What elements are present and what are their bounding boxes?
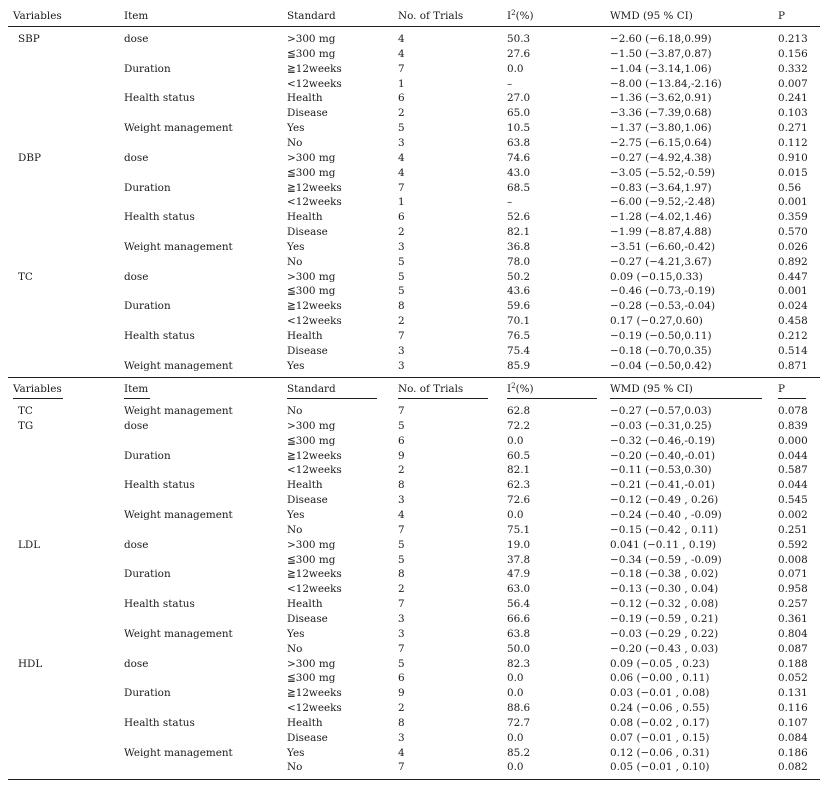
cell-i2: 10.5	[507, 122, 531, 135]
cell-p: 0.871	[778, 359, 808, 372]
header-p: P	[778, 10, 785, 22]
cell-i2: 82.1	[507, 226, 531, 238]
cell-item: Weight management	[124, 627, 233, 640]
cell-trials: 4	[398, 166, 405, 179]
cell-trials: 7	[398, 330, 405, 342]
cell-standard: Yes	[287, 359, 305, 372]
cell-item: Weight management	[124, 746, 233, 759]
cell-p: 0.587	[778, 464, 808, 477]
header-underline-i2	[507, 398, 597, 399]
cell-wmd: −0.24 (−0.40 , -0.09)	[610, 508, 722, 521]
cell-item: Weight management	[124, 240, 233, 253]
cell-standard: >300 mg	[287, 33, 336, 45]
cell-i2: 63.8	[507, 136, 531, 149]
cell-i2: 76.5	[507, 330, 531, 342]
cell-standard: No	[287, 136, 303, 149]
cell-p: 0.271	[778, 122, 808, 135]
cell-trials: 7	[398, 405, 405, 417]
cell-i2: 72.6	[507, 494, 531, 507]
cell-trials: 8	[398, 300, 405, 313]
cell-standard: ≧12weeks	[287, 181, 342, 194]
cell-wmd: −3.05 (−5.52,-0.59)	[610, 166, 716, 179]
header-rule	[8, 26, 820, 27]
cell-p: 0.008	[778, 553, 808, 566]
cell-trials: 1	[398, 196, 405, 209]
cell-trials: 3	[398, 494, 405, 507]
cell-standard: Health	[287, 211, 323, 224]
cell-wmd: −2.60 (−6.18,0.99)	[610, 33, 712, 45]
cell-trials: 4	[398, 33, 405, 45]
cell-standard: >300 mg	[287, 538, 336, 551]
cell-standard: ≧12weeks	[287, 300, 342, 313]
header-item-repeat: Item	[124, 383, 149, 395]
cell-p: 0.186	[778, 746, 808, 759]
cell-i2: 37.8	[507, 553, 531, 566]
cell-trials: 7	[398, 642, 405, 655]
cell-i2: 62.3	[507, 479, 531, 492]
cell-standard: Yes	[287, 508, 305, 521]
cell-wmd: −0.34 (−0.59 , -0.09)	[610, 553, 722, 566]
cell-item: dose	[124, 419, 149, 432]
cell-p: 0.514	[778, 344, 808, 357]
cell-wmd: 0.03 (−0.01 , 0.08)	[610, 687, 710, 700]
header-trials: No. of Trials	[398, 10, 464, 22]
header-standard-repeat: Standard	[287, 383, 336, 395]
cell-standard: ≦300 mg	[287, 553, 336, 566]
cell-trials: 2	[398, 107, 405, 120]
cell-i2: 50.3	[507, 33, 531, 45]
cell-wmd: −0.18 (−0.70,0.35)	[610, 344, 712, 357]
cell-trials: 2	[398, 702, 405, 714]
cell-wmd: −1.04 (−3.14,1.06)	[610, 62, 712, 75]
cell-wmd: −0.21 (−0.41,-0.01)	[610, 479, 716, 492]
cell-standard: ≧12weeks	[287, 687, 342, 700]
cell-p: 0.084	[778, 731, 808, 744]
cell-p: 0.116	[778, 702, 808, 714]
header-p-repeat: P	[778, 383, 785, 395]
cell-wmd: −1.37 (−3.80,1.06)	[610, 122, 712, 135]
cell-wmd: −0.27 (−4.92,4.38)	[610, 151, 712, 164]
cell-i2: 63.0	[507, 583, 531, 596]
cell-standard: <12weeks	[287, 77, 342, 90]
cell-standard: No	[287, 523, 303, 536]
cell-wmd: −0.19 (−0.59 , 0.21)	[610, 612, 719, 625]
cell-i2: 0.0	[507, 62, 524, 75]
cell-p: 0.332	[778, 62, 808, 75]
cell-standard: >300 mg	[287, 270, 336, 283]
cell-wmd: 0.24 (−0.06 , 0.55)	[610, 702, 710, 714]
cell-i2: 50.0	[507, 642, 531, 655]
cell-p: 0.087	[778, 642, 808, 655]
cell-i2: 43.6	[507, 285, 531, 298]
cell-p: 0.213	[778, 33, 808, 45]
cell-trials: 2	[398, 226, 405, 238]
table-bottom-rule	[8, 779, 820, 780]
cell-i2: 82.1	[507, 464, 531, 477]
cell-item: dose	[124, 33, 149, 45]
cell-p: 0.458	[778, 315, 808, 328]
cell-item: Duration	[124, 62, 171, 75]
cell-item: Health status	[124, 479, 195, 492]
cell-wmd: −0.12 (−0.32 , 0.08)	[610, 598, 719, 610]
cell-p: 0.024	[778, 300, 808, 313]
header-wmd-repeat: WMD (95 % CI)	[610, 383, 693, 395]
cell-item: Weight management	[124, 405, 233, 417]
cell-i2: 74.6	[507, 151, 531, 164]
cell-item: Weight management	[124, 508, 233, 521]
cell-i2: 36.8	[507, 240, 531, 253]
cell-i2: 72.7	[507, 716, 531, 729]
cell-standard: Disease	[287, 731, 328, 744]
cell-wmd: 0.12 (−0.06 , 0.31)	[610, 746, 710, 759]
cell-standard: No	[287, 642, 303, 655]
cell-wmd: −0.13 (−0.30 , 0.04)	[610, 583, 719, 596]
cell-trials: 3	[398, 359, 405, 372]
cell-variable: TC	[18, 405, 33, 417]
cell-trials: 3	[398, 731, 405, 744]
cell-i2: 56.4	[507, 598, 531, 610]
cell-wmd: −0.15 (−0.42 , 0.11)	[610, 523, 719, 536]
header-underline-wmd	[610, 398, 762, 399]
cell-standard: Disease	[287, 494, 328, 507]
cell-p: 0.545	[778, 494, 808, 507]
cell-p: 0.015	[778, 166, 808, 179]
cell-i2: 27.6	[507, 47, 531, 60]
cell-wmd: −3.36 (−7.39,0.68)	[610, 107, 712, 120]
cell-p: 0.359	[778, 211, 808, 224]
cell-i2: 82.3	[507, 657, 531, 670]
cell-i2: 0.0	[507, 434, 524, 447]
cell-i2: 68.5	[507, 181, 531, 194]
cell-item: dose	[124, 151, 149, 164]
cell-p: 0.212	[778, 330, 808, 342]
cell-trials: 6	[398, 211, 405, 224]
cell-item: dose	[124, 538, 149, 551]
cell-p: 0.082	[778, 761, 808, 774]
section-rule-top	[8, 377, 820, 378]
header-underline-trials	[398, 398, 488, 399]
cell-trials: 6	[398, 672, 405, 685]
cell-i2: –	[507, 196, 513, 209]
cell-trials: 9	[398, 687, 405, 700]
cell-item: Weight management	[124, 359, 233, 372]
cell-p: 0.910	[778, 151, 808, 164]
cell-item: Duration	[124, 181, 171, 194]
cell-trials: 5	[398, 255, 405, 268]
cell-wmd: −1.50 (−3.87,0.87)	[610, 47, 712, 60]
cell-standard: Health	[287, 598, 323, 610]
cell-standard: ≦300 mg	[287, 672, 336, 685]
cell-wmd: −0.28 (−0.53,-0.04)	[610, 300, 716, 313]
cell-wmd: −0.32 (−0.46,-0.19)	[610, 434, 716, 447]
cell-i2: 70.1	[507, 315, 531, 328]
header-variables: Variables	[13, 10, 62, 22]
cell-standard: Health	[287, 716, 323, 729]
cell-standard: ≦300 mg	[287, 434, 336, 447]
cell-trials: 4	[398, 47, 405, 60]
cell-standard: Health	[287, 479, 323, 492]
cell-trials: 5	[398, 285, 405, 298]
cell-standard: <12weeks	[287, 702, 342, 714]
cell-item: Health status	[124, 211, 195, 224]
cell-p: 0.958	[778, 583, 808, 596]
cell-wmd: −1.36 (−3.62,0.91)	[610, 92, 712, 105]
cell-standard: ≧12weeks	[287, 62, 342, 75]
cell-standard: Yes	[287, 122, 305, 135]
cell-p: 0.078	[778, 405, 808, 417]
cell-wmd: −0.03 (−0.29 , 0.22)	[610, 627, 719, 640]
cell-item: Health status	[124, 716, 195, 729]
cell-p: 0.241	[778, 92, 808, 105]
cell-standard: Health	[287, 92, 323, 105]
cell-wmd: −0.20 (−0.43 , 0.03)	[610, 642, 719, 655]
cell-item: Health status	[124, 92, 195, 105]
header-i2-repeat: $I^2(\%)$	[507, 382, 534, 395]
header-item: Item	[124, 10, 149, 22]
cell-standard: Yes	[287, 746, 305, 759]
cell-i2: 85.9	[507, 359, 531, 372]
cell-i2: 52.6	[507, 211, 531, 224]
cell-standard: Disease	[287, 107, 328, 120]
cell-item: Health status	[124, 330, 195, 342]
cell-p: 0.56	[778, 181, 802, 194]
cell-i2: 0.0	[507, 761, 524, 774]
cell-p: 0.251	[778, 523, 808, 536]
cell-trials: 8	[398, 716, 405, 729]
cell-wmd: −0.03 (−0.31,0.25)	[610, 419, 712, 432]
cell-wmd: −0.12 (−0.49 , 0.26)	[610, 494, 719, 507]
cell-standard: ≧12weeks	[287, 568, 342, 581]
cell-trials: 6	[398, 92, 405, 105]
cell-wmd: −0.19 (−0.50,0.11)	[610, 330, 712, 342]
cell-wmd: 0.06 (−0.00 , 0.11)	[610, 672, 710, 685]
cell-standard: Disease	[287, 344, 328, 357]
cell-item: dose	[124, 657, 149, 670]
cell-trials: 3	[398, 344, 405, 357]
cell-standard: No	[287, 761, 303, 774]
cell-standard: <12weeks	[287, 583, 342, 596]
cell-item: Duration	[124, 687, 171, 700]
cell-p: 0.002	[778, 508, 808, 521]
cell-i2: 0.0	[507, 731, 524, 744]
cell-trials: 3	[398, 612, 405, 625]
cell-trials: 2	[398, 583, 405, 596]
cell-trials: 2	[398, 464, 405, 477]
cell-standard: Disease	[287, 226, 328, 238]
cell-i2: 75.4	[507, 344, 531, 357]
cell-wmd: −0.46 (−0.73,-0.19)	[610, 285, 716, 298]
cell-i2: 63.8	[507, 627, 531, 640]
cell-variable: HDL	[18, 657, 43, 670]
cell-p: 0.570	[778, 226, 808, 238]
cell-standard: No	[287, 255, 303, 268]
cell-p: 0.112	[778, 136, 808, 149]
cell-i2: 78.0	[507, 255, 531, 268]
cell-standard: >300 mg	[287, 657, 336, 670]
cell-p: 0.001	[778, 196, 808, 209]
cell-standard: Disease	[287, 612, 328, 625]
cell-p: 0.107	[778, 716, 808, 729]
cell-trials: 8	[398, 568, 405, 581]
cell-p: 0.044	[778, 479, 808, 492]
cell-item: dose	[124, 270, 149, 283]
cell-item: Duration	[124, 449, 171, 462]
cell-standard: No	[287, 405, 303, 417]
cell-wmd: 0.17 (−0.27,0.60)	[610, 315, 703, 328]
cell-wmd: 0.07 (−0.01 , 0.15)	[610, 731, 710, 744]
cell-p: 0.447	[778, 270, 808, 283]
cell-trials: 3	[398, 240, 405, 253]
cell-i2: 47.9	[507, 568, 531, 581]
cell-i2: 72.2	[507, 419, 531, 432]
cell-wmd: −0.11 (−0.53,0.30)	[610, 464, 712, 477]
cell-i2: 65.0	[507, 107, 531, 120]
cell-trials: 2	[398, 315, 405, 328]
cell-wmd: 0.041 (−0.11 , 0.19)	[610, 538, 717, 551]
cell-standard: <12weeks	[287, 315, 342, 328]
cell-wmd: −6.00 (−9.52,-2.48)	[610, 196, 716, 209]
cell-standard: Yes	[287, 627, 305, 640]
cell-standard: >300 mg	[287, 419, 336, 432]
header-underline-p	[778, 398, 806, 399]
cell-item: Health status	[124, 598, 195, 610]
cell-i2: 75.1	[507, 523, 531, 536]
cell-wmd: −1.28 (−4.02,1.46)	[610, 211, 712, 224]
cell-p: 0.044	[778, 449, 808, 462]
cell-trials: 7	[398, 598, 405, 610]
cell-variable: TG	[18, 419, 34, 432]
cell-trials: 7	[398, 761, 405, 774]
cell-trials: 5	[398, 419, 405, 432]
cell-item: Duration	[124, 568, 171, 581]
cell-i2: 0.0	[507, 672, 524, 685]
cell-wmd: −1.99 (−8.87,4.88)	[610, 226, 712, 238]
cell-trials: 3	[398, 136, 405, 149]
cell-p: 0.026	[778, 240, 808, 253]
cell-standard: ≦300 mg	[287, 47, 336, 60]
cell-trials: 8	[398, 479, 405, 492]
cell-i2: 27.0	[507, 92, 531, 105]
cell-p: 0.188	[778, 657, 808, 670]
cell-p: 0.007	[778, 77, 808, 90]
cell-i2: 43.0	[507, 166, 531, 179]
cell-trials: 4	[398, 746, 405, 759]
cell-trials: 5	[398, 270, 405, 283]
cell-wmd: −0.83 (−3.64,1.97)	[610, 181, 712, 194]
cell-p: 0.052	[778, 672, 808, 685]
cell-trials: 7	[398, 62, 405, 75]
cell-wmd: −0.20 (−0.40,-0.01)	[610, 449, 716, 462]
cell-wmd: 0.09 (−0.05 , 0.23)	[610, 657, 710, 670]
cell-wmd: −0.27 (−0.57,0.03)	[610, 405, 712, 417]
cell-item: Weight management	[124, 122, 233, 135]
cell-p: 0.071	[778, 568, 808, 581]
cell-i2: 85.2	[507, 746, 531, 759]
cell-item: Duration	[124, 300, 171, 313]
cell-variable: SBP	[18, 33, 40, 45]
cell-i2: 0.0	[507, 508, 524, 521]
cell-wmd: −0.27 (−4.21,3.67)	[610, 255, 712, 268]
header-i2: $I^2(\%)$	[507, 9, 534, 22]
cell-p: 0.592	[778, 538, 808, 551]
cell-trials: 4	[398, 151, 405, 164]
cell-i2: 66.6	[507, 612, 531, 625]
cell-trials: 4	[398, 508, 405, 521]
header-wmd: WMD (95 % CI)	[610, 10, 693, 22]
cell-wmd: 0.09 (−0.15,0.33)	[610, 270, 703, 283]
cell-p: 0.131	[778, 687, 808, 700]
cell-i2: 0.0	[507, 687, 524, 700]
cell-trials: 5	[398, 538, 405, 551]
cell-wmd: 0.05 (−0.01 , 0.10)	[610, 761, 710, 774]
cell-wmd: −2.75 (−6.15,0.64)	[610, 136, 712, 149]
cell-variable: LDL	[18, 538, 41, 551]
cell-p: 0.156	[778, 47, 808, 60]
cell-p: 0.892	[778, 255, 808, 268]
cell-variable: DBP	[18, 151, 41, 164]
cell-variable: TC	[18, 270, 33, 283]
cell-trials: 7	[398, 181, 405, 194]
header-standard: Standard	[287, 10, 336, 22]
header-trials-repeat: No. of Trials	[398, 383, 464, 395]
cell-p: 0.257	[778, 598, 808, 610]
cell-trials: 9	[398, 449, 405, 462]
cell-i2: 60.5	[507, 449, 531, 462]
cell-i2: –	[507, 77, 513, 90]
header-variables-repeat: Variables	[13, 383, 62, 395]
cell-trials: 5	[398, 553, 405, 566]
cell-p: 0.103	[778, 107, 808, 120]
cell-standard: ≦300 mg	[287, 285, 336, 298]
cell-p: 0.804	[778, 627, 808, 640]
cell-standard: ≦300 mg	[287, 166, 336, 179]
cell-p: 0.361	[778, 612, 808, 625]
cell-wmd: −0.04 (−0.50,0.42)	[610, 359, 712, 372]
header-underline-standard	[287, 398, 377, 399]
cell-standard: Health	[287, 330, 323, 342]
cell-standard: Yes	[287, 240, 305, 253]
cell-p: 0.000	[778, 434, 808, 447]
cell-standard: ≧12weeks	[287, 449, 342, 462]
cell-trials: 6	[398, 434, 405, 447]
cell-i2: 50.2	[507, 270, 531, 283]
cell-standard: <12weeks	[287, 196, 342, 209]
cell-trials: 1	[398, 77, 405, 90]
cell-i2: 88.6	[507, 702, 531, 714]
cell-trials: 7	[398, 523, 405, 536]
cell-i2: 62.8	[507, 405, 531, 417]
cell-trials: 5	[398, 657, 405, 670]
cell-wmd: −3.51 (−6.60,-0.42)	[610, 240, 716, 253]
cell-standard: >300 mg	[287, 151, 336, 164]
header-underline-item	[124, 398, 150, 399]
cell-trials: 5	[398, 122, 405, 135]
cell-wmd: −0.18 (−0.38 , 0.02)	[610, 568, 719, 581]
cell-wmd: 0.08 (−0.02 , 0.17)	[610, 716, 710, 729]
cell-i2: 59.6	[507, 300, 531, 313]
cell-standard: <12weeks	[287, 464, 342, 477]
cell-i2: 19.0	[507, 538, 531, 551]
cell-p: 0.839	[778, 419, 808, 432]
cell-trials: 3	[398, 627, 405, 640]
cell-p: 0.001	[778, 285, 808, 298]
cell-wmd: −8.00 (−13.84,-2.16)	[610, 77, 722, 90]
header-underline-variables	[13, 398, 63, 399]
